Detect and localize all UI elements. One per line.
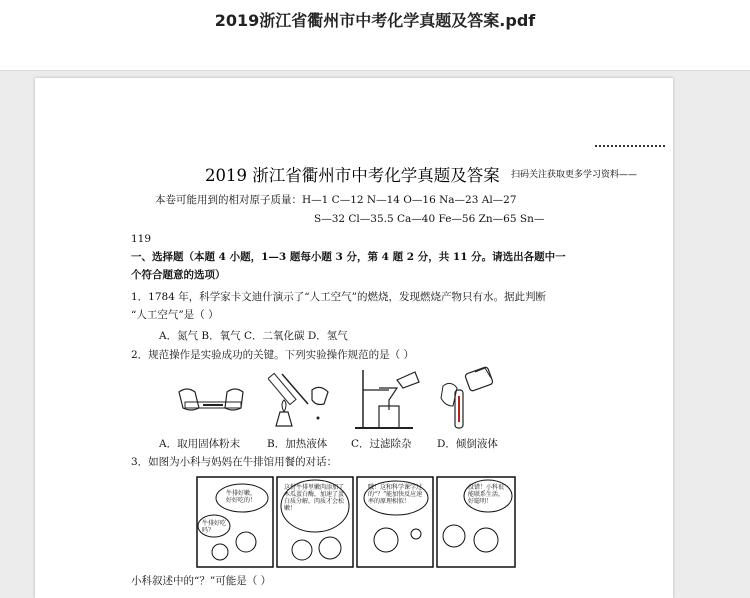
atomic-mass-line-1: 本卷可能用到的相对原子质量：H—1 C—12 N—14 O—16 Na—23 Al—27 bbox=[155, 194, 517, 206]
filtration-illustration bbox=[353, 366, 423, 432]
q2-option-a: A．取用固体粉末 bbox=[159, 438, 241, 450]
file-title: 2019浙江省衢州市中考化学真题及答案.pdf bbox=[214, 11, 536, 30]
q2-option-d: D．倾倒液体 bbox=[437, 438, 498, 450]
section-1-heading: 一、选择题（本题 4 小题，1—3 题每小题 3 分，第 4 题 2 分，共 11 分。请选出各题中一 bbox=[131, 251, 566, 263]
q1-stem-cont: “人工空气”是（ ） bbox=[131, 309, 219, 321]
comic-bubble-5: 没错！小科很能联系生活，好聪明！ bbox=[468, 484, 505, 505]
q2-option-b: B．加热液体 bbox=[267, 438, 328, 450]
comic-bubble-2: 牛排好吃吗？ bbox=[202, 520, 227, 534]
pdf-page bbox=[35, 78, 673, 598]
q1-stem: 1．1784 年，科学家卡文迪什演示了“人工空气”的燃烧，发现燃烧产物只有水。据此判断 bbox=[131, 291, 546, 303]
comic-bubble-1: 牛排好嫩，好好吃的！ bbox=[226, 490, 257, 504]
viewer-toolbar bbox=[0, 0, 750, 71]
document-title: 2019 浙江省衢州市中考化学真题及答案 bbox=[205, 166, 500, 185]
powder-illustration bbox=[173, 382, 253, 430]
section-1-heading-cont: 个符合题意的选项） bbox=[131, 269, 226, 281]
q2-option-c: C．过滤除杂 bbox=[351, 438, 412, 450]
atomic-mass-line-2: S—32 Cl—35.5 Ca—40 Fe—56 Zn—65 Sn— bbox=[314, 213, 545, 225]
q3-question: 小科叙述中的“？”可能是（ ） bbox=[131, 575, 272, 587]
q3-stem: 3．如图为小科与妈妈在牛排馆用餐的对话： bbox=[131, 456, 338, 468]
comic-strip bbox=[196, 476, 516, 568]
atomic-mass-line-3: 119 bbox=[131, 233, 152, 245]
comic-bubble-3: 这份牛排里嫩肉添加了木瓜蛋白酶，加速了蛋白质分解，肉质才会松嫩！ bbox=[284, 484, 345, 512]
q1-options: A．氮气 B．氧气 C．二氧化碳 D．氢气 bbox=[159, 330, 348, 342]
pouring-illustration bbox=[435, 366, 505, 432]
heating-illustration bbox=[268, 370, 338, 430]
scan-note: 扫码关注获取更多学习资料—— bbox=[511, 170, 638, 180]
q2-stem: 2．规范操作是实验成功的关键。下列实验操作规范的是（ ） bbox=[131, 349, 415, 361]
header-dots bbox=[595, 145, 665, 151]
comic-bubble-4: 哦！这和科学课学过的“？”能加快反应速率的原理相似！ bbox=[368, 484, 423, 505]
